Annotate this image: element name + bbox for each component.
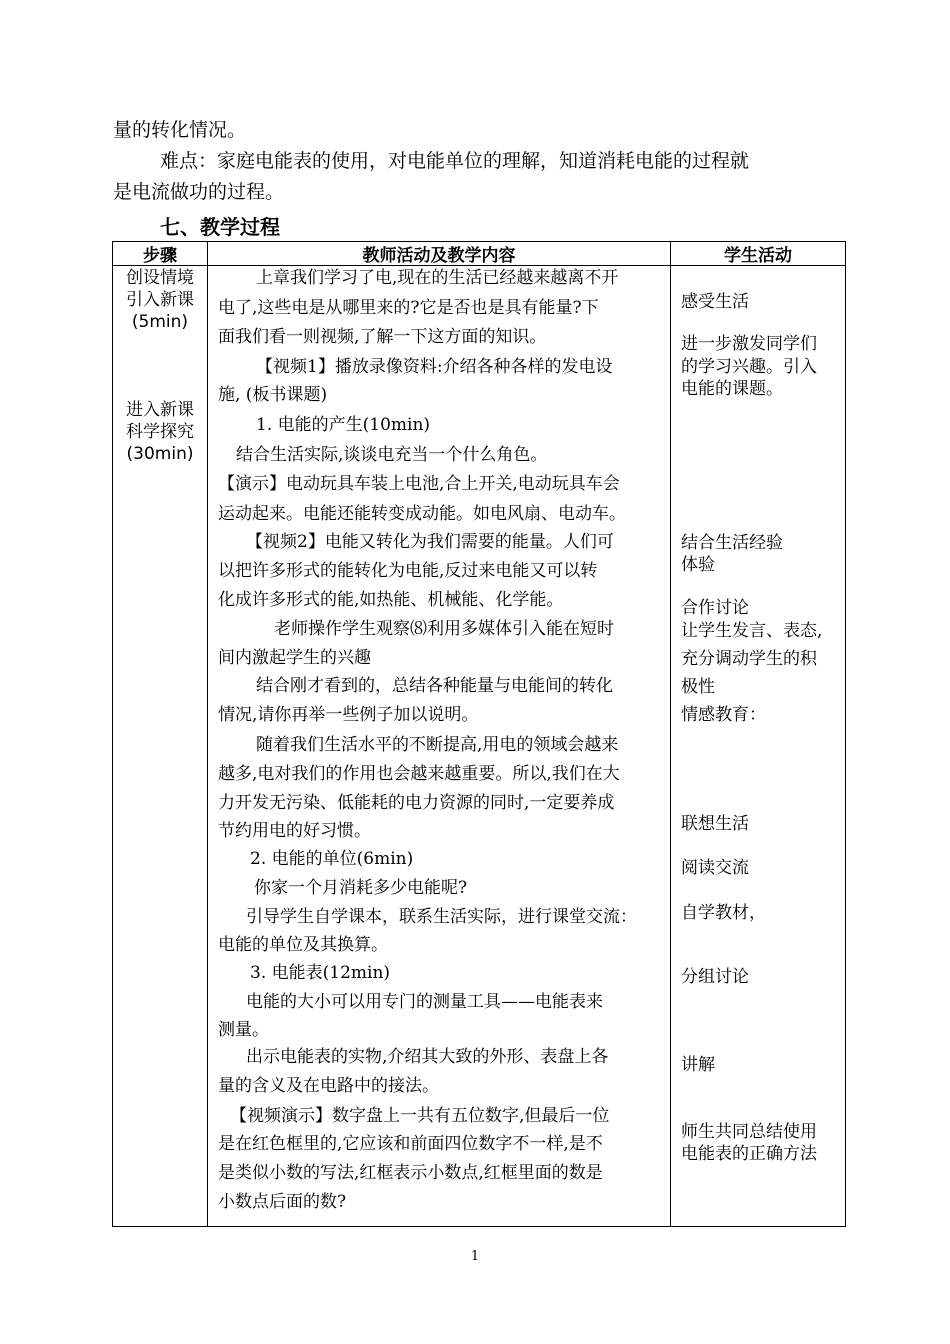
teacher-line: 出示电能表的实物,介绍其大致的外形、表盘上各 — [246, 1047, 609, 1067]
header-step: 步骤 — [143, 246, 177, 266]
teacher-line: 是类似小数的写法,红框表示小数点,红框里面的数是 — [218, 1163, 603, 1183]
step-2-duration: (30min) — [126, 444, 194, 464]
header-teacher-activity: 教师活动及教学内容 — [362, 246, 516, 266]
teacher-line: 随着我们生活水平的不断提高,用电的领域会越来 — [256, 735, 619, 755]
student-line: 师生共同总结使用 — [681, 1122, 817, 1142]
step-1-line: 引入新课 — [126, 290, 194, 310]
teacher-line: 你家一个月消耗多少电能呢? — [254, 878, 468, 898]
student-line: 让学生发言、表态, — [681, 621, 823, 641]
student-line: 感受生活 — [681, 292, 749, 312]
teacher-line: 是在红色框里的,它应该和前面四位数字不一样,是不 — [218, 1134, 603, 1154]
teacher-line: 电能的大小可以用专门的测量工具——电能表来 — [246, 992, 603, 1012]
student-line: 电能表的正确方法 — [681, 1144, 817, 1164]
step-2-line: 科学探究 — [126, 422, 194, 442]
teacher-line: 小数点后面的数? — [218, 1192, 347, 1212]
teacher-line: 电了,这些电是从哪里来的?它是否也是具有能量?下 — [218, 298, 599, 318]
step-1-line: 创设情境 — [126, 268, 194, 288]
subsection-title: 3. 电能表(12min) — [250, 963, 391, 983]
student-line: 体验 — [681, 555, 715, 575]
teacher-line: 以把许多形式的能转化为电能,反过来电能又可以转 — [218, 561, 598, 581]
student-line: 电能的课题。 — [681, 379, 783, 399]
section-heading: 七、教学过程 — [160, 215, 280, 239]
teacher-line: 化成许多形式的能,如热能、机械能、化学能。 — [218, 590, 564, 610]
page-number: 1 — [470, 1249, 480, 1264]
student-line: 极性 — [681, 677, 715, 697]
teacher-line: 情况,请你再举一些例子加以说明。 — [218, 705, 479, 725]
teacher-line: 运动起来。电能还能转变成动能。如电风扇、电动车。 — [218, 504, 626, 524]
subsection-title: 1. 电能的产生(10min) — [256, 415, 431, 435]
teacher-line: 【演示】电动玩具车装上电池,合上开关,电动玩具车会 — [218, 474, 620, 494]
teacher-line: 施, (板书课题) — [218, 385, 328, 405]
student-line: 充分调动学生的积 — [681, 649, 817, 669]
intro-line-1: 量的转化情况。 — [113, 119, 247, 141]
teacher-line: 节约用电的好习惯。 — [218, 821, 371, 841]
intro-line-2: 难点：家庭电能表的使用，对电能单位的理解，知道消耗电能的过程就 — [160, 150, 750, 172]
step-1-duration: (5min) — [131, 312, 189, 332]
teacher-line: 【视频演示】数字盘上一共有五位数字,但最后一位 — [230, 1106, 610, 1126]
teacher-line: 老师操作学生观察⑻利用多媒体引入能在短时 — [274, 619, 614, 639]
subsection-title: 2. 电能的单位(6min) — [250, 849, 414, 869]
teacher-line: 结合生活实际,谈谈电充当一个什么角色。 — [236, 445, 548, 465]
teacher-line: 面我们看一则视频,了解一下这方面的知识。 — [218, 327, 547, 347]
step-2-line: 进入新课 — [126, 400, 194, 420]
intro-line-3: 是电流做功的过程。 — [113, 181, 285, 203]
teacher-line: 【视频2】电能又转化为我们需要的能量。人们可 — [246, 532, 614, 552]
teacher-line: 间内激起学生的兴趣 — [218, 648, 371, 668]
teacher-line: 上章我们学习了电,现在的生活已经越来越离不开 — [256, 268, 619, 288]
student-line: 的学习兴趣。引入 — [681, 357, 817, 377]
student-line: 联想生活 — [681, 814, 749, 834]
student-line: 进一步激发同学们 — [681, 334, 817, 354]
student-line: 自学教材， — [681, 903, 766, 923]
student-line: 阅读交流 — [681, 858, 749, 878]
teacher-line: 测量。 — [218, 1020, 269, 1040]
student-line: 合作讨论 — [681, 598, 749, 618]
student-line: 结合生活经验 — [681, 533, 783, 553]
student-line: 讲解 — [681, 1055, 715, 1075]
teacher-line: 结合刚才看到的，总结各种能量与电能间的转化 — [256, 676, 613, 696]
teacher-line: 越多,电对我们的作用也会越来越重要。所以,我们在大 — [218, 764, 620, 784]
teacher-line: 电能的单位及其换算。 — [218, 935, 388, 955]
student-line: 情感教育： — [681, 705, 766, 725]
student-line: 分组讨论 — [681, 967, 749, 987]
teacher-line: 【视频1】播放录像资料:介绍各种各样的发电设 — [256, 357, 613, 377]
teacher-line: 力开发无污染、低能耗的电力资源的同时,一定要养成 — [218, 793, 615, 813]
teacher-line: 量的含义及在电路中的接法。 — [218, 1076, 439, 1096]
header-student-activity: 学生活动 — [724, 246, 792, 266]
teacher-line: 引导学生自学课本，联系生活实际，进行课堂交流： — [246, 907, 637, 927]
